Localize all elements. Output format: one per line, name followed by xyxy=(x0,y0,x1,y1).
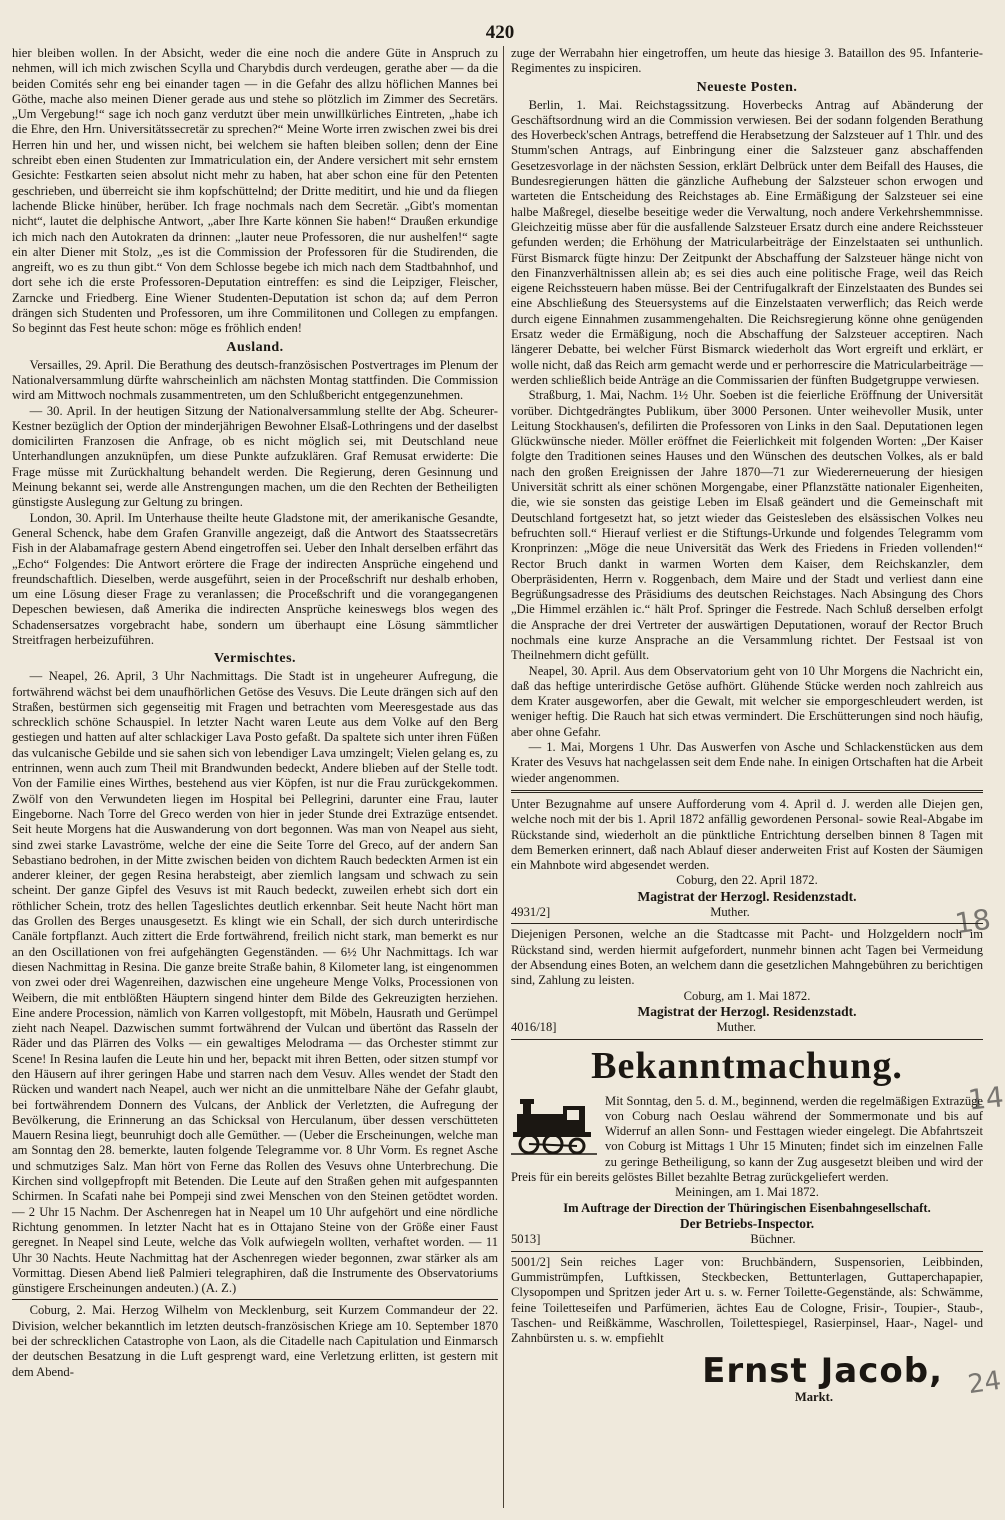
ad-signer-line-1: Im Auftrage der Direction der Thüringischen Eisenbahngesellschaft. xyxy=(563,1200,931,1215)
ad-ref-number: 5001/2] xyxy=(511,1254,551,1269)
locomotive-icon xyxy=(511,1096,597,1158)
article-versailles-30april: — 30. April. In der heutigen Sitzung der Nationalversammlung stellte der Abg. Scheurer-Kestner bezüglich der Option der minderjährigen Bewohner Elsaß-Lothringens und der daselbst domicilirten Franzosen die Anfrage, ob es nicht möglich sei, mit Deutschland neue Unterhandlungen anzuknüpfen, um diese Punkte aufzuklären. Graf Remusat erwiderte: Die Frage müsse mit Zurückhaltung behandelt werden. Die Regierung, deren Gesinnung und Meinung bekannt sei, werde alle Anstrengungen machen, um die den Rechten der Betheiligten günstigste Auslegung zur Geltung zu bringen. xyxy=(12,403,498,510)
ad-signer: Magistrat der Herzogl. Residenzstadt. xyxy=(637,888,857,904)
ad-ref-number: 5013] xyxy=(511,1232,541,1247)
divider xyxy=(12,1299,498,1300)
article-neapel-1mai: — 1. Mai, Morgens 1 Uhr. Das Auswerfen von Asche und Schlackenstücken aus dem Krater des Vesuvs hat nachgelassen seit dem Ende nahe. In einigen Ortschaften hat die Arbeit wieder angenommen. xyxy=(511,740,983,785)
advertiser-place: Markt. xyxy=(794,1390,833,1405)
article-coburg: Coburg, 2. Mai. Herzog Wilhelm von Mecklenburg, seit Kurzem Commandeur der 22. Division, welcher bekanntlich im letzten deutsch-französischen Kriege am 10. September 1870 bei der schrecklichen Catastrophe von Laon, als die Citadelle nach Capitulation und Einmarsch der deutschen Besatzung in die Luft gesprengt ward, eine Verletzung erlitten, ist gestern mit dem Abend- xyxy=(12,1303,498,1379)
margin-pencil-mark: 14 xyxy=(966,1080,1005,1117)
ad-personal-abgabe xyxy=(511,797,983,920)
ad-body: Mit Sonntag, den 5. d. M., beginnend, werden die regelmäßigen Extrazüge von Coburg nach Oeslau während der Sommermonate und bis auf Widerruf an allen Sonn- und Festtagen wieder eingelegt. Die Abfahrtszeit von Coburg ist Mittags 1 Uhr 15 Minuten; findet sich im einzelnen Falle zu geringe Betheiligung, so kann der Zug ausgesetzt bleiben und wird der Preis für ein bereits gelöstes Billet bezahlte Betrag zurückgeliefert werden. xyxy=(511,1093,983,1185)
advertiser-name: Ernst Jacob, xyxy=(702,1351,943,1392)
article-continuation: zuge der Werrabahn hier eingetroffen, um heute das hiesige 3. Bataillon des 95. Infanterie-Regimentes zu inspiciren. xyxy=(511,46,983,76)
article-london: London, 30. April. Im Unterhause theilte heute Gladstone mit, der amerikanische Gesandte, General Schenck, habe dem Grafen Granville angezeigt, daß die Antwort des Staatssecretärs Fish in der Alabamafrage gestern Abend eingetroffen sei. Ueber den Inhalt derselben erfährt das „Echo“ Folgendes: Die Antwort erörtere die Frage der indirecten Ansprüche eingehend und freundschaftlich. Dieselben, werde ausgeführt, seien in der Proceßschrift nur deshalb erhoben, um eine Lösung dieser Frage zu veranlassen; die Proceßschrift und die vorangegangenen Depeschen bewiesen, daß Amerika die indirecten Ansprüche keineswegs blos wegen des Schadensersatzes vorgebracht habe, sondern um überhaupt eine Lösung sämmtlicher Streitfragen herbeizuführen. xyxy=(12,510,498,647)
ad-bekanntmachung xyxy=(511,1044,983,1248)
ad-signer-line-2: Der Betriebs-Inspector. xyxy=(679,1215,815,1231)
right-column xyxy=(511,46,983,1508)
ad-signee: Muther. xyxy=(716,1020,757,1035)
article-text: hier bleiben wollen. In der Absicht, weder die eine noch die andere Güte in Anspruch zu nehmen, will ich mich zwischen Scylla und Charybdis durch verdeugen, gerathe aber — da die beiden Comités sehr eng bei einander tagen — in die Gefahr des allzu höflichen Mannes bei Göthe, mache also meinen Diener gerade aus und stehe so plötzlich im Zimmer des Secretärs. „Um Vergebung!“ sage ich noch ganz verdutzt über mein unwillkürliches Eintreten, „habe ich die Ehre, den Hrn. Universitätssecretär zu sprechen?“ Meine Worte irren zwischen zwei bis drei Herren hin und her, und wissen nicht, bei welchem sie haften bleiben sollen; denn der Eine schreibt eben einen Studenten zur Immatriculation ein, der Andere versichert mit sehr ernstem Gesichte: Festkarten seien absolut nicht mehr zu haben, hat aber schon eine für den Petenten geschrieben, und überreicht sie ihm kopfschüttelnd; der Dritte meditirt, und hie und da fliegen lachende Blicke hinüber, herüber. Ich frage nochmals nach dem Secretär. „Gibt's momentan nicht“, lautet die delphische Antwort, „aber Ihre Karte können Sie haben!“ Draußen erkundige ich mich nach den Autokraten da drinnen: „lauter neue Professoren, die nur aushelfen!“ sagte ein alter Diener mit Stolz, „es ist die Commission der Professoren für die Studirenden, die angreift, wo es zu thun gibt.“ Von dem Schlosse begebe ich mich nach dem Stadtbahnhof, und dort sehe ich die erste Professoren-Deputation eintreffen: es sind die Leipziger, Fleischer, Zarncke und Friedberg. Eine Wiener Studenten-Deputation ist schon da; auf dem Perron drängen sich Studenten und Professoren, um ihre Commilitonen und Collegen zu empfangen. So beginnt das Fest heute schon: möge es fröhlich enden! xyxy=(12,46,498,336)
ad-place-date: Meiningen, am 1. Mai 1872. xyxy=(675,1185,819,1200)
ad-place-date: Coburg, am 1. Mai 1872. xyxy=(683,988,811,1003)
margin-pencil-mark: 24 xyxy=(966,1365,1004,1401)
article-neapel-observatorium: Neapel, 30. April. Aus dem Observatorium geht von 10 Uhr Morgens die Nachricht ein, daß das heftige unterirdische Getöse aufhört. Glühende Stücke werden noch zahlreich aus dem Krater ausgeworfen, aber die Gewalt, mit welcher sie emporgeschleudert werden, ist weniger heftig. Die Rauch hat sich etwas vermindert. Die Erschütterungen sind noch häufig, aber ohne Gefahr. xyxy=(511,663,983,739)
ads-divider xyxy=(511,790,983,793)
ad-signee: Büchner. xyxy=(750,1232,796,1247)
page-number: 420 xyxy=(485,22,515,43)
ad-title: Bekanntmachung. xyxy=(591,1044,903,1087)
ad-signer: Magistrat der Herzogl. Residenzstadt. xyxy=(637,1003,857,1019)
article-berlin: Berlin, 1. Mai. Reichstagssitzung. Hoverbecks Antrag auf Abänderung der Geschäftsordnung wird an die Commission verwiesen. Bei der sodann folgenden Berathung des Hoverbeck'schen Antrags, betreffend die Herabsetzung der Salzsteuer auf 1 Thlr. und des Stumm'schen Antrags, auf Einbringung einer die Salzsteuer ganz abschaffenden Gesetzesvorlage in der nächsten Session, erklärt Delbrück unter dem Beifall des Hauses, die Bundesregierungen hätten die gänzliche Aufhebung der Salzsteuer schon erwogen und warteten die Entscheidung des Reichstages ab. Eine Ermäßigung der Salzsteuer sei eine halbe Maßregel, dieselbe beseitige weder die Verwaltung, noch andere Verkehrshemmnisse. Gleichzeitig müsse aber für die ausfallende Salzsteuer Ersatz durch eine andere Reichssteuer gefunden werden; die Erhöhung der Matricularbeiträge der Einzelstaaten sei unthunlich. Fürst Bismarck fügte hinzu: Der Zeitpunkt der Abschaffung der Salzsteuer hänge nicht von den Finanzverhältnissen allein ab; es sei dies auch eine politische Frage, weil das Reich eigene Reichssteuern haben müsse. Bei der Centrifugalkraft der Einzelstaaten des Bundes sei eine Abschließung des Steuersystems auf die Einzelstaaten verwerflich; das Reich werde durch eigene Einnahmen zusammengehalten. Die Reichsregierung könne ohne genügenden Ersatz weder die Ermäßigung, noch die Abschaffung der Salzsteuer acceptiren. Nach längerer Debatte, bei welcher Fürst Bismarck wiederholt das Wort ergreift und erklärt, er wolle nicht, daß das Reich arm gemacht werde und er perhorrescire die Matricularbeiträge — werden schließlich beide Anträge an die Commissarien der fünften Budgetgruppe verwiesen. xyxy=(511,97,983,387)
margin-pencil-mark: 18 xyxy=(952,902,993,941)
ad-body: Unter Bezugnahme auf unsere Aufforderung vom 4. April d. J. werden alle Diejen gen, welche noch mit der bis 1. April 1872 anfällig gewordenen Personal- sowie Real-Abgabe im Rückstande sind, wiederholt an die pünktliche Entrichtung derselben binnen 8 Tagen mit dem Bemerken erinnert, daß nach Ablauf dieser anderweiten Frist auf Kosten der Säumigen ein Mahnbote wird abgesendet werden. xyxy=(511,796,983,873)
ad-ernst-jacob xyxy=(511,1255,983,1406)
section-heading-neueste-posten: Neueste Posten. xyxy=(696,79,798,95)
ad-ref-number: 4931/2] xyxy=(511,905,551,920)
ad-place-date: Coburg, den 22. April 1872. xyxy=(676,873,818,888)
section-heading-ausland: Ausland. xyxy=(226,339,284,355)
ad-body: Diejenigen Personen, welche an die Stadtcasse mit Pacht- und Holzgeldern noch im Rückstand sind, werden hiermit aufgefordert, nunmehr binnen acht Tagen bei Vermeidung der Absendung eines Boten, an welchem dann die gesetzlichen Mahngebühren zu berichtigen sind, Zahlung zu leisten. xyxy=(511,927,983,988)
left-column xyxy=(12,46,498,1508)
ad-stadtcasse xyxy=(511,927,983,1035)
article-strassburg: Straßburg, 1. Mai, Nachm. 1½ Uhr. Soeben ist die feierliche Eröffnung der Universität vorüber. Dichtgedrängtes Publikum, über 3000 Personen. Unter weihevoller Musik, unter Leitung Stockhausen's, defilirten die Professoren von Links in den Saal. Deputationen legen Glückwünsche nieder. Möller eröffnet die Feierlichkeit mit folgenden Worten: „Der Kaiser folgte den Traditionen seines Hauses und den Wünschen des deutschen Volkes, als er bald nach den großen Ereignissen der Jahre 1870—71 zur Wiedererneuerung der hiesigen Universität schritt als einer schönen Morgengabe, einer Pflanzstätte nationaler Eigenheiten, die, wie sie sonsten das geistige Leben im Elsaß geändert und die Gemeinschaft mit Deutschland fortgesetzt hat, so jetzt wieder das Geistesleben des elsässischen Volkes neu befruchten soll.“ Hierauf verliest er die Stiftungs-Urkunde und folgendes Telegramm vom Kronprinzen: „Möge die neue Universität das Werk des Friedens in Frieden vollenden!“ Rector Bruch dankt in warmen Worten dem Kaiser, dem Reichskanzler, dem Oberpräsidenten, Herrn v. Roggenbach, dem Maire und der Stadt und verliest dann eine Begrüßungsadresse des Präsidiums des deutschen Reichstages. Nach Absingung des Chors „Die Himmel erzählen ic.“ hält Prof. Springer die Festrede. Nach Schluß derselben erfolgt die Ansprache der drei Vertreter der auswärtigen Deputationen, worauf der Rector Bruch nochmals eine kurze Ansprache an die Versammlung richtet. Der Festsaal ist von Theilnehmern dicht gefüllt. xyxy=(511,388,983,663)
divider xyxy=(511,1039,983,1040)
ad-signee: Muther. xyxy=(710,905,750,920)
ad-ref-number: 4016/18] xyxy=(511,1020,557,1035)
column-divider xyxy=(503,46,504,1508)
article-neapel: — Neapel, 26. April, 3 Uhr Nachmittags. Die Stadt ist in ungeheurer Aufregung, die fortwährend wächst bei dem unaufhörlichen Getöse des Vesuvs. Die Leute drängen sich auf den Straßen, bestürmen sich gegenseitig mit Fragen und betrachten vom Meeresgestade aus das schrecklich schöne Schauspiel. In letzter Nacht waren Leute aus dem Volke auf den Berg gestiegen und hatten auf alter schlackiger Lava Posto gefaßt. Da spaltete sich unter ihren Füßen das vulcanische Gebilde und sie sahen sich von lebendiger Lava umzingelt; Vielen gelang es, zu entrinnen, wenn auch zum Theil mit Brandwunden bedeckt, Andere blieben auf der Stelle todt. Von der Familie eines Wirthes, bestehend aus vier Köpfen, ist nur die Frau zurückgekommen. Zwölf von den Verwundeten liegen im Hospital bei Pellegrini, darunter eine Frau, lauter Eingeborne. Nach Torre del Greco werden von hier in jeder Stunde drei Extrazüge entsendet. Seit heute Morgens hat die Auswanderung von dort begonnen. Was man von Neapel aus sieht, sind zwei starke Lavaströme, welche der eine die Seite Torre del Greco, auf der andern San Sebastiano bedrohen, in der Mitte zwischen beiden von dichtem Rauch bedeckten Armen ist ein anderer kleiner, der gegen Resina herabsteigt, aber ziemlich langsam und schwach zu sein scheint. Der ganze Gipfel des Vesuvs ist mit Rauch bedeckt, zuweilen erhebt sich dort ein röthlicher Schein, trotz des hellen Tageslichtes deutlich erkennbar. Seit heute Nacht hört man das Grollen des Berges unausgesetzt. Es klingt wie ein Schall, der sich durch unterirdische Canäle fortpflanzt. Auch zittert die Erde fortwährend, freilich nicht stark, man bemerkt es nur an den Oscillationen von frei aufgehängten Gegenständen. — 6½ Uhr Nachmittags. Ich war diesen Nachmittag in Resina. Die ganze breite Straße bahin, 8 Kilometer lang, ist eingenommen von zwei oder drei Wagenreihen, dazwischen eine ungeheure Menge Volks, Processionen von Weibern, die mit entblößten Häuptern singend hinter dem Bilde des Gekreuzigten herziehen. Eine andere Procession, nämlich von Karren vollgestopft, mit Möbeln, Hausrath und Gerümpel zieht nach Neapel. Dazwischen summt fortwährend der Vulcan und übertönt das Rasseln der Räder und das Plärren des Volks — ein gewaltiges Melodrama — das Orchester stimmt zur Scene! In Resina laufen die Leute hin und her, bepackt mit ihren Betten, oder sitzen stumpf vor den Häusern auf ihrer geringen Habe und starren nach dem Vesuv. Alles wendet der Stadt den Rücken und wandert nach Neapel, auch wer nicht an die unmittelbare Nähe der Gefahr glaubt, bei fortwährendem Donnern des Vulcans, der Anblick der Verletzten, die Aufregung der Bevölkerung, die Erinnerung an das Schicksal von Herculanum, über dessen verschütteten Mauern Resina liegt, beunruhigt doch alle Gemüther. — (Ueber die Erscheinungen, welche man am Sonntag den 28. bemerkte, lauten folgende Telegramme vor. 8 Uhr Vorm. Es regnet Asche und schmutziges Salz. Man hört von Ferne das Rollen des Vesuvs ohne Unterbrechung. Die Kirchen sind vollgepfropft mit Betenden. Die Leute auf den Straßen gehen mit aufgespannten Schirmen. In Scafati nahe bei Pompeji sind zwei Menschen von den Steinen getödtet worden. — 2 Uhr 15 Nachm. Der Aschenregen hat in Neapel um 10 Uhr aufgehört und eine nördliche Richtung genommen. In letzter Nacht hat es in Ottajano Steine von der Größe einer Faust geregnet. In Neapel sind Leute, welche das Volk aufwiegeln wollten, verhaftet worden. — 11 Uhr 30 Nachts. Heute Nachmittag hat der Aschenregen wieder begonnen, zwar stärker als am Vormittag. Diesen Abend ließ Palmieri telegraphiren, daß die Instrumente des Observatoriums günstigere Erscheinungen andeuten.) (A. Z.) xyxy=(12,669,498,1296)
ad-body: Sein reiches Lager von: Bruchbändern, Suspensorien, Leibbinden, Gummistrümpfen, Luftkissen, Steckbecken, Bettunterlagen, Guttaperchapapier, Clysopompen und Spritzen jeder Art u. s. w. Ferner Toilette-Gegenstände, als: Schwämme, feine Toiletteseifen und Parfümerien, ächtes Eau de Cologne, Frisir-, Toupier-, Staub-, Taschen- und Reißkämme, Waschrollen, Toilettespiegel, Rasierpinsel, Haar-, Nagel- und Zahnbürsten u. s. w. empfiehlt xyxy=(511,1254,983,1346)
divider xyxy=(511,923,983,924)
section-heading-vermischtes: Vermischtes. xyxy=(213,651,297,667)
divider xyxy=(511,1251,983,1252)
article-versailles: Versailles, 29. April. Die Berathung des deutsch-französischen Postvertrages im Plenum der Nationalversammlung dürfte wahrscheinlich am nächsten Montag stattfinden. Die Commission wird am Mittwoch nochmals zusammentreten, um den Schlußbericht entgegenzunehmen. xyxy=(12,357,498,403)
